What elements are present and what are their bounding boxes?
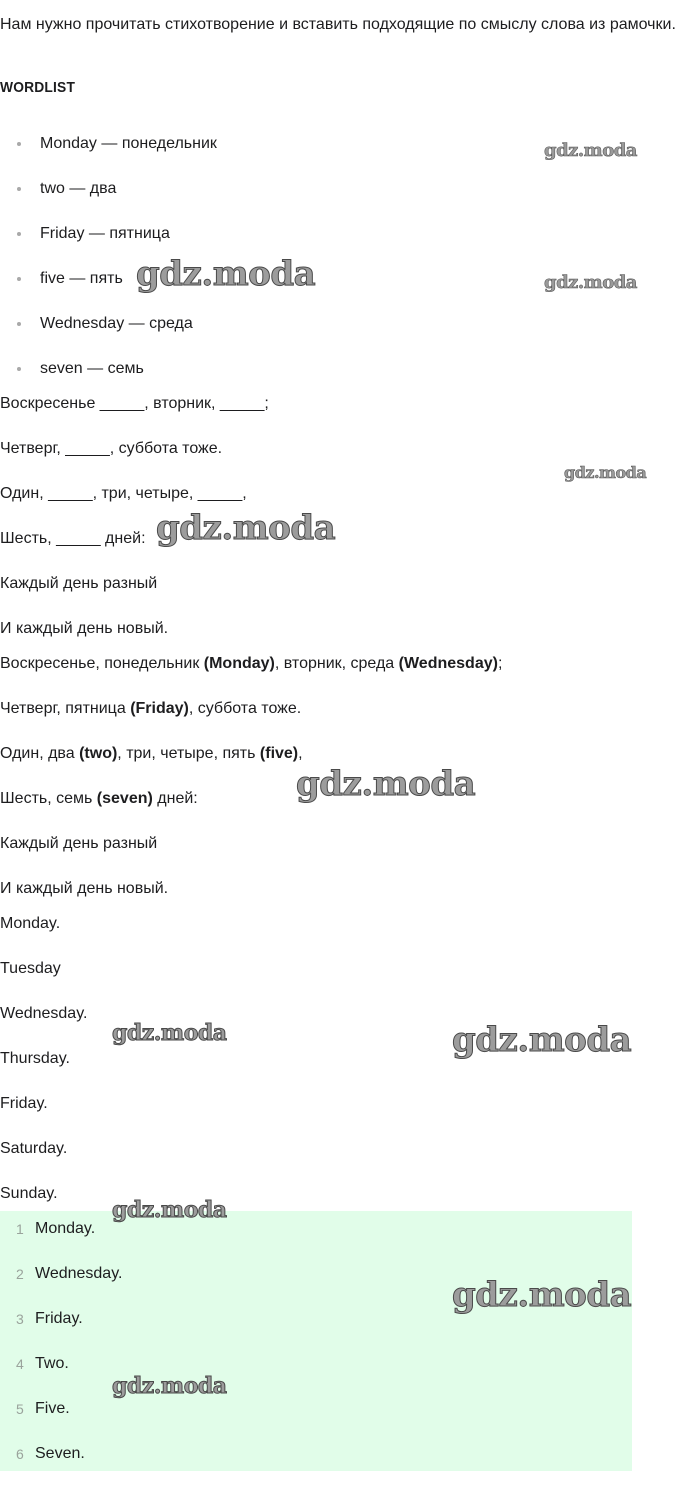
- watermark: gdz.moda: [452, 1020, 632, 1060]
- answer-text: Seven.: [35, 1445, 85, 1462]
- wordlist-item: five — пять: [40, 270, 123, 287]
- poem-filled-line: Шесть, семь (seven) дней:: [0, 790, 198, 807]
- poem-line: Один, _____, три, четыре, _____,: [0, 485, 247, 502]
- answer-number: 1: [16, 1221, 24, 1237]
- answer-text: Five.: [35, 1400, 70, 1417]
- watermark: gdz.moda: [452, 1275, 632, 1315]
- wordlist-heading: WORDLIST: [0, 79, 76, 96]
- watermark: gdz.moda: [156, 508, 336, 548]
- bullet-dot: [17, 142, 21, 146]
- poem-filled-line: Один, два (two), три, четыре, пять (five),: [0, 745, 303, 762]
- day-line: Saturday.: [0, 1140, 68, 1157]
- day-line: Thursday.: [0, 1050, 70, 1067]
- answer-number: 3: [16, 1311, 24, 1327]
- answer-number: 2: [16, 1266, 24, 1282]
- poem-filled-line: И каждый день новый.: [0, 880, 169, 897]
- poem-line: Четверг, _____, суббота тоже.: [0, 440, 223, 457]
- poem-line: И каждый день новый.: [0, 620, 169, 637]
- answer-text: Wednesday.: [35, 1265, 123, 1282]
- wordlist-item: two — два: [40, 180, 117, 197]
- poem-line: Шесть, _____ дней:: [0, 530, 146, 547]
- intro-text: Нам нужно прочитать стихотворение и вставить подходящие по смыслу слова из рамочки.: [0, 16, 676, 33]
- answer-number: 6: [16, 1446, 24, 1462]
- answer-box: [0, 1211, 632, 1471]
- watermark: gdz.moda: [564, 463, 647, 482]
- watermark: gdz.moda: [112, 1020, 227, 1046]
- poem-line: Воскресенье _____, вторник, _____;: [0, 395, 269, 412]
- answer-text: Two.: [35, 1355, 69, 1372]
- watermark: gdz.moda: [544, 272, 637, 293]
- wordlist-item: Friday — пятница: [40, 225, 170, 242]
- day-line: Sunday.: [0, 1185, 58, 1202]
- bullet-dot: [17, 277, 21, 281]
- poem-filled-line: Каждый день разный: [0, 835, 158, 852]
- day-line: Monday.: [0, 915, 61, 932]
- wordlist-item: Monday — понедельник: [40, 135, 217, 152]
- bullet-dot: [17, 232, 21, 236]
- watermark: gdz.moda: [296, 764, 476, 804]
- watermark: gdz.moda: [136, 254, 316, 294]
- answer-number: 5: [16, 1401, 24, 1417]
- answer-text: Friday.: [35, 1310, 83, 1327]
- bullet-dot: [17, 367, 21, 371]
- wordlist-item: seven — семь: [40, 360, 144, 377]
- watermark: gdz.moda: [544, 140, 637, 161]
- answer-text: Monday.: [35, 1220, 96, 1237]
- day-line: Friday.: [0, 1095, 48, 1112]
- day-line: Tuesday: [0, 960, 61, 977]
- poem-filled-line: Воскресенье, понедельник (Monday), вторник, среда (Wednesday);: [0, 655, 503, 672]
- watermark: gdz.moda: [112, 1197, 227, 1223]
- bullet-dot: [17, 187, 21, 191]
- watermark: gdz.moda: [112, 1373, 227, 1399]
- poem-filled-line: Четверг, пятница (Friday), суббота тоже.: [0, 700, 302, 717]
- day-line: Wednesday.: [0, 1005, 88, 1022]
- bullet-dot: [17, 322, 21, 326]
- wordlist-item: Wednesday — среда: [40, 315, 193, 332]
- answer-number: 4: [16, 1356, 24, 1372]
- poem-line: Каждый день разный: [0, 575, 158, 592]
